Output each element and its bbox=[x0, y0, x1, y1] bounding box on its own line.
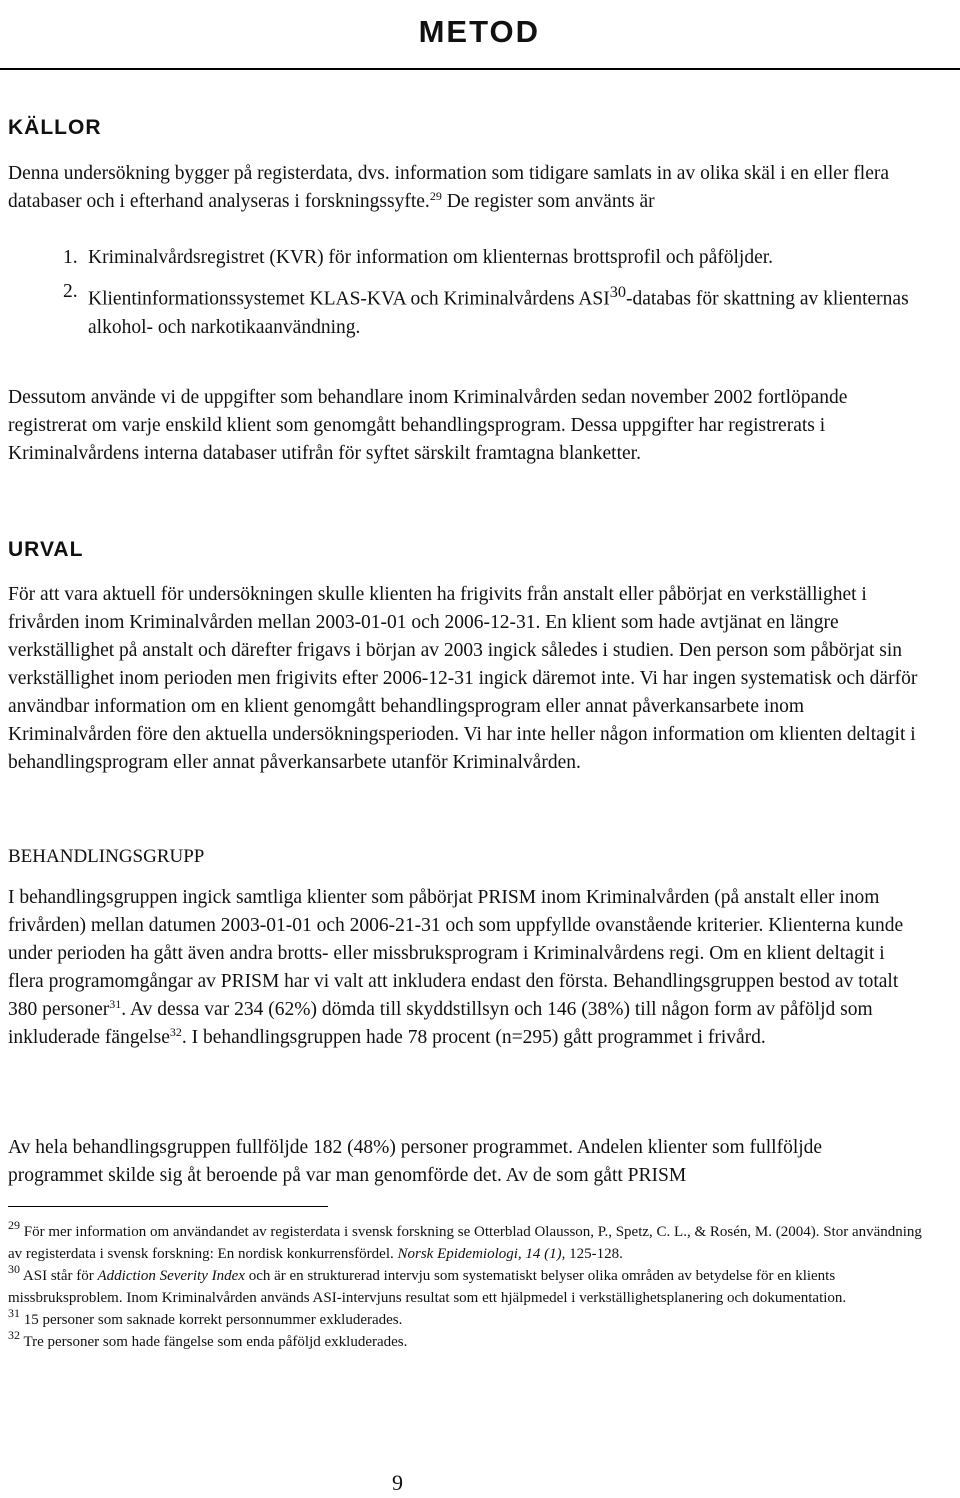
footnote-number: 31 bbox=[8, 1306, 20, 1320]
kallor-intro-tail: De register som använts är bbox=[441, 191, 655, 212]
kallor-intro-text: Denna undersökning bygger på registerdata, dvs. information som tidigare samlats in av olika skäl i en eller flera databaser och i efterhand analyseras i forskningssyfte. bbox=[8, 163, 890, 212]
footnote-ref-29[interactable]: 29 bbox=[429, 189, 442, 203]
footnote-text: Tre personer som hade fängelse som enda påföljd exkluderades. bbox=[20, 1334, 408, 1350]
kallor-paragraph-2: Dessutom använde vi de uppgifter som behandlare inom Kriminalvården sedan november 2002 fortlöpande registrerat om varje enskild klient som genomgått behandlingsprogram. Dessa uppgifter har registrerats i Kriminalvårdens interna databaser utifrån för syftet särskilt framtagna blanketter. bbox=[8, 387, 848, 464]
list-item-tail: -databas för skattning av klienternas alkohol- och narkotikaanvändning. bbox=[88, 288, 909, 338]
footnote-ref-32[interactable]: 32 bbox=[169, 1025, 182, 1039]
list-item bbox=[8, 278, 920, 342]
footnote bbox=[8, 1328, 928, 1353]
subsection-heading-behandlingsgrupp: BEHANDLINGSGRUPP bbox=[8, 846, 205, 867]
footnote bbox=[8, 1218, 928, 1265]
footnote bbox=[8, 1262, 928, 1309]
footnote-number: 29 bbox=[8, 1218, 20, 1232]
footnote-tail: och är en strukturerad intervju som systematiskt belyser olika områden av betydelse för en klients missbruksproblem. Inom Kriminalvården används ASI-intervjuns resultat som ett hjälpmedel i verkställighetsplanering och dokumentation. bbox=[8, 1268, 847, 1306]
behandlingsgrupp-text-a: I behandlingsgruppen ingick samtliga klienter som påbörjat PRISM inom Kriminalvården (på anstalt eller inom frivården) mellan datumen 2003-01-01 och 2006-21-31 och som uppfyllde ovanstående kriterier. Klienterna kunde under perioden ha gått även andra brotts- eller missbruksprogram i Kriminalvårdens regi. Om en klient deltagit i flera programomgångar av PRISM har vi valt att inkludera endast den första. Behandlingsgruppen bestod av totalt 380 personer bbox=[8, 887, 904, 1020]
page-title: METOD bbox=[418, 14, 540, 49]
header-rule bbox=[0, 68, 960, 70]
behandlingsgrupp-text-c: . I behandlingsgruppen hade 78 procent (n=295) gått programmet i frivård. bbox=[181, 1027, 766, 1048]
footnote bbox=[8, 1306, 928, 1331]
list-item-text: Klientinformationssystemet KLAS-KVA och Kriminalvårdens ASI bbox=[88, 288, 610, 310]
footnote-separator bbox=[8, 1206, 328, 1207]
list-item-text: Kriminalvårdsregistret (KVR) för information om klienternas brottsprofil och påföljder. bbox=[88, 247, 774, 268]
footnotes-list bbox=[8, 1218, 928, 1353]
footnote-journal: Norsk Epidemiologi, 14 (1), bbox=[397, 1246, 566, 1262]
list-item bbox=[8, 244, 920, 272]
section-heading-urval: URVAL bbox=[8, 538, 84, 561]
footnote-number: 30 bbox=[8, 1262, 20, 1276]
list-item-number: 2. bbox=[63, 281, 78, 302]
behandlingsgrupp-text-b: . Av dessa var 234 (62%) dömda till skyddstillsyn och 146 (38%) till någon form av påföljd som inkluderade fängelse bbox=[8, 999, 873, 1048]
footnote-term: Addiction Severity Index bbox=[97, 1268, 245, 1284]
footnote-ref-30[interactable]: 30 bbox=[609, 283, 626, 301]
footnote-text: 15 personer som saknade korrekt personnummer exkluderades. bbox=[20, 1312, 403, 1328]
footnote-text: För mer information om användandet av registerdata i svensk forskning se Otterblad Olausson, P., Spetz, C. L., & Rosén, M. (2004). Stor användning av registerdata i svensk forskning: En nordisk konkurrensfördel. bbox=[8, 1224, 922, 1262]
footnote-tail: 125-128. bbox=[565, 1246, 623, 1262]
urval-paragraph: För att vara aktuell för undersökningen skulle klienten ha frigivits från anstalt eller påbörjat en verkställighet i frivården inom Kriminalvården mellan 2003-01-01 och 2006-12-31. En klient som hade avtjänat en längre verkställighet på anstalt och därefter frigavs i början av 2003 ingick således i studien. Den person som påbörjat sin verkställighet inom perioden men frigivits efter 2006-12-31 ingick däremot inte. Vi har ingen systematisk och därför användbar information om en klient genomgått behandlingsprogram eller annat påverkansarbete inom Kriminalvården före den aktuella undersökningsperioden. Vi har inte heller någon information om klienten deltagit i behandlingsprogram eller annat påverkansarbete utanför Kriminalvården. bbox=[8, 584, 918, 773]
behandlingsgrupp-paragraph-2: Av hela behandlingsgruppen fullföljde 182 (48%) personer programmet. Andelen klienter som fullföljde programmet skilde sig åt beroende på var man genomförde det. Av de som gått PRISM bbox=[8, 1137, 823, 1186]
page-number: 9 bbox=[392, 1470, 403, 1495]
list-item-number: 1. bbox=[63, 247, 78, 268]
footnote-text: ASI står för bbox=[20, 1268, 98, 1284]
register-list bbox=[8, 244, 920, 348]
footnote-ref-31[interactable]: 31 bbox=[109, 997, 122, 1011]
footnote-number: 32 bbox=[8, 1328, 20, 1342]
behandlingsgrupp-paragraph-1 bbox=[8, 884, 920, 1052]
kallor-intro bbox=[8, 160, 920, 216]
section-heading-kallor: KÄLLOR bbox=[8, 116, 102, 139]
